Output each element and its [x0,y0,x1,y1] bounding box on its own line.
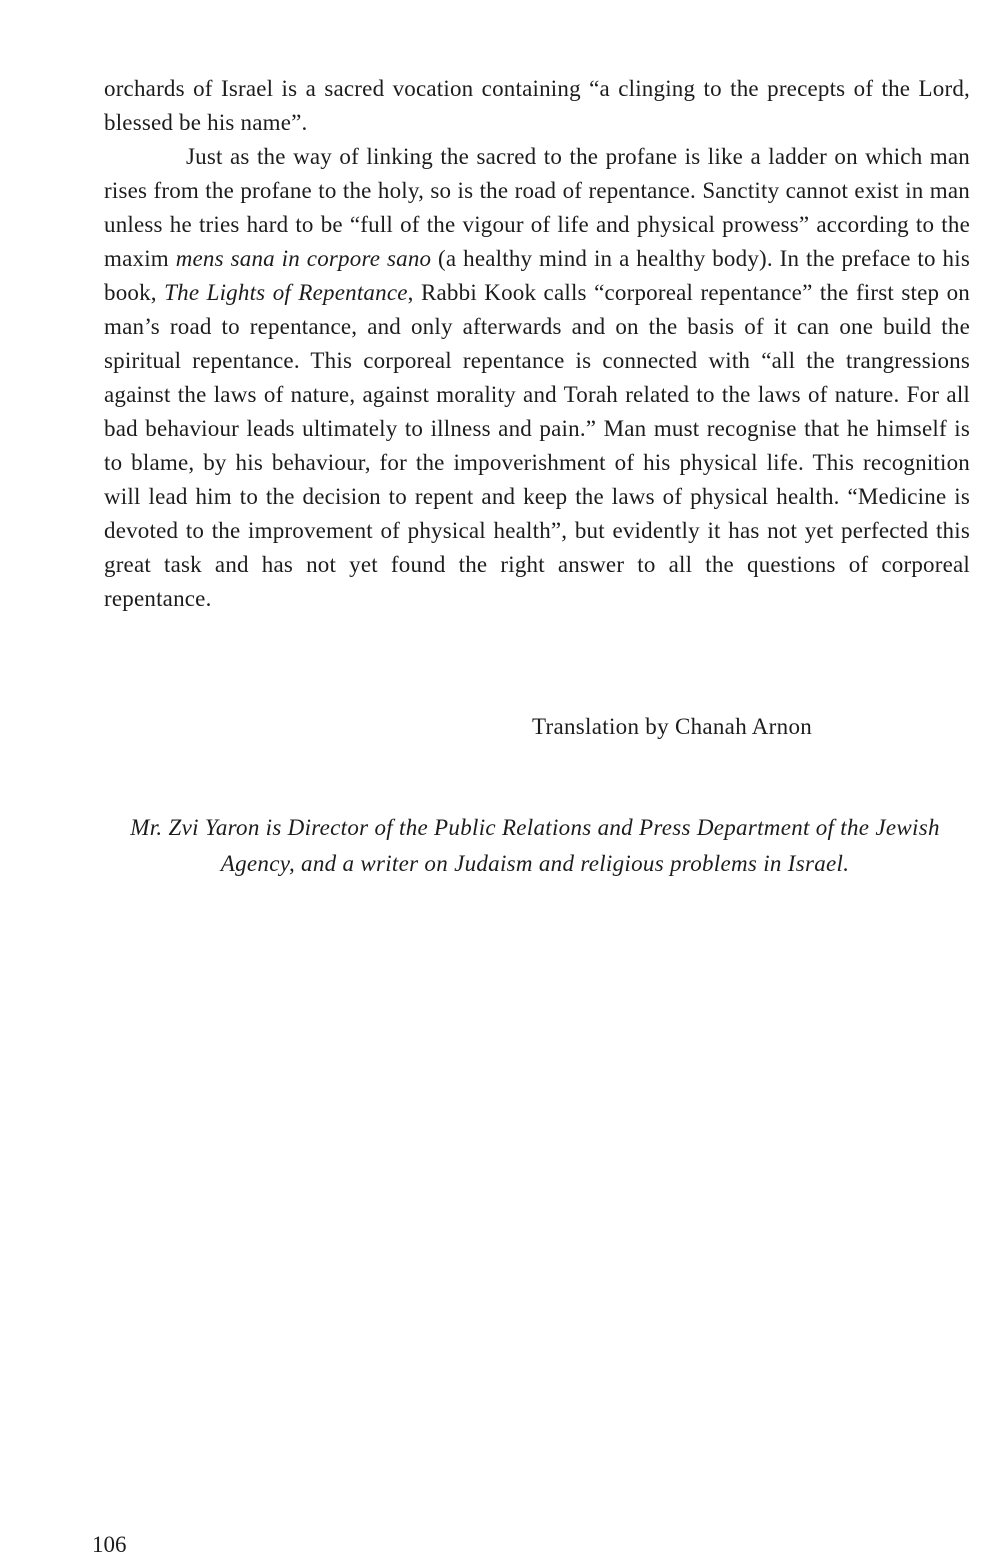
latin-maxim: mens sana in corpore sano [175,246,432,271]
paragraph-2-part-2: (a healthy mind in a healthy body). In the preface to his book, [104,246,970,305]
author-bio: Mr. Zvi Yaron is Director of the Public Relations and Press Department of the Jewish Agency, and a writer on Judaism and religious problems in Israel. [130,815,940,876]
paragraph-1: orchards of Israel is a sacred vocation containing “a clinging to the precepts of the Lord, blessed be his name”. [104,76,970,135]
page-number: 106 [92,1532,127,1557]
body-text [104,72,970,616]
paragraph-2 [104,140,970,616]
translation-credit: Translation by Chanah Arnon [532,714,813,739]
book-title: The Lights of Repentance [164,280,408,305]
paragraph-2-part-3: , Rabbi Kook calls “corporeal repentance” the first step on man’s road to repentance, and only afterwards and on the basis of it can one build the spiritual repentance. This corporeal repentance is connected with “all the trangressions against the laws of nature, against morality and Torah related to the laws of nature. For all bad behaviour leads ultimately to illness and pain.” Man must recognise that he himself is to blame, by his behaviour, for the impoverishment of his physical life. This recognition will lead him to the decision to repent and keep the laws of physical health. “Medicine is devoted to the improvement of physical health”, but evidently it has not yet perfected this great task and has not yet found the right answer to all the questions of corporeal repentance. [104,280,970,611]
paragraph-2-part-1: Just as the way of linking the sacred to the profane is like a ladder on which man rises from the profane to the holy, so is the road of repentance. Sanctity cannot exist in man unless he tries hard to be “full of the vigour of life and physical prowess” according to the maxim [104,144,970,271]
